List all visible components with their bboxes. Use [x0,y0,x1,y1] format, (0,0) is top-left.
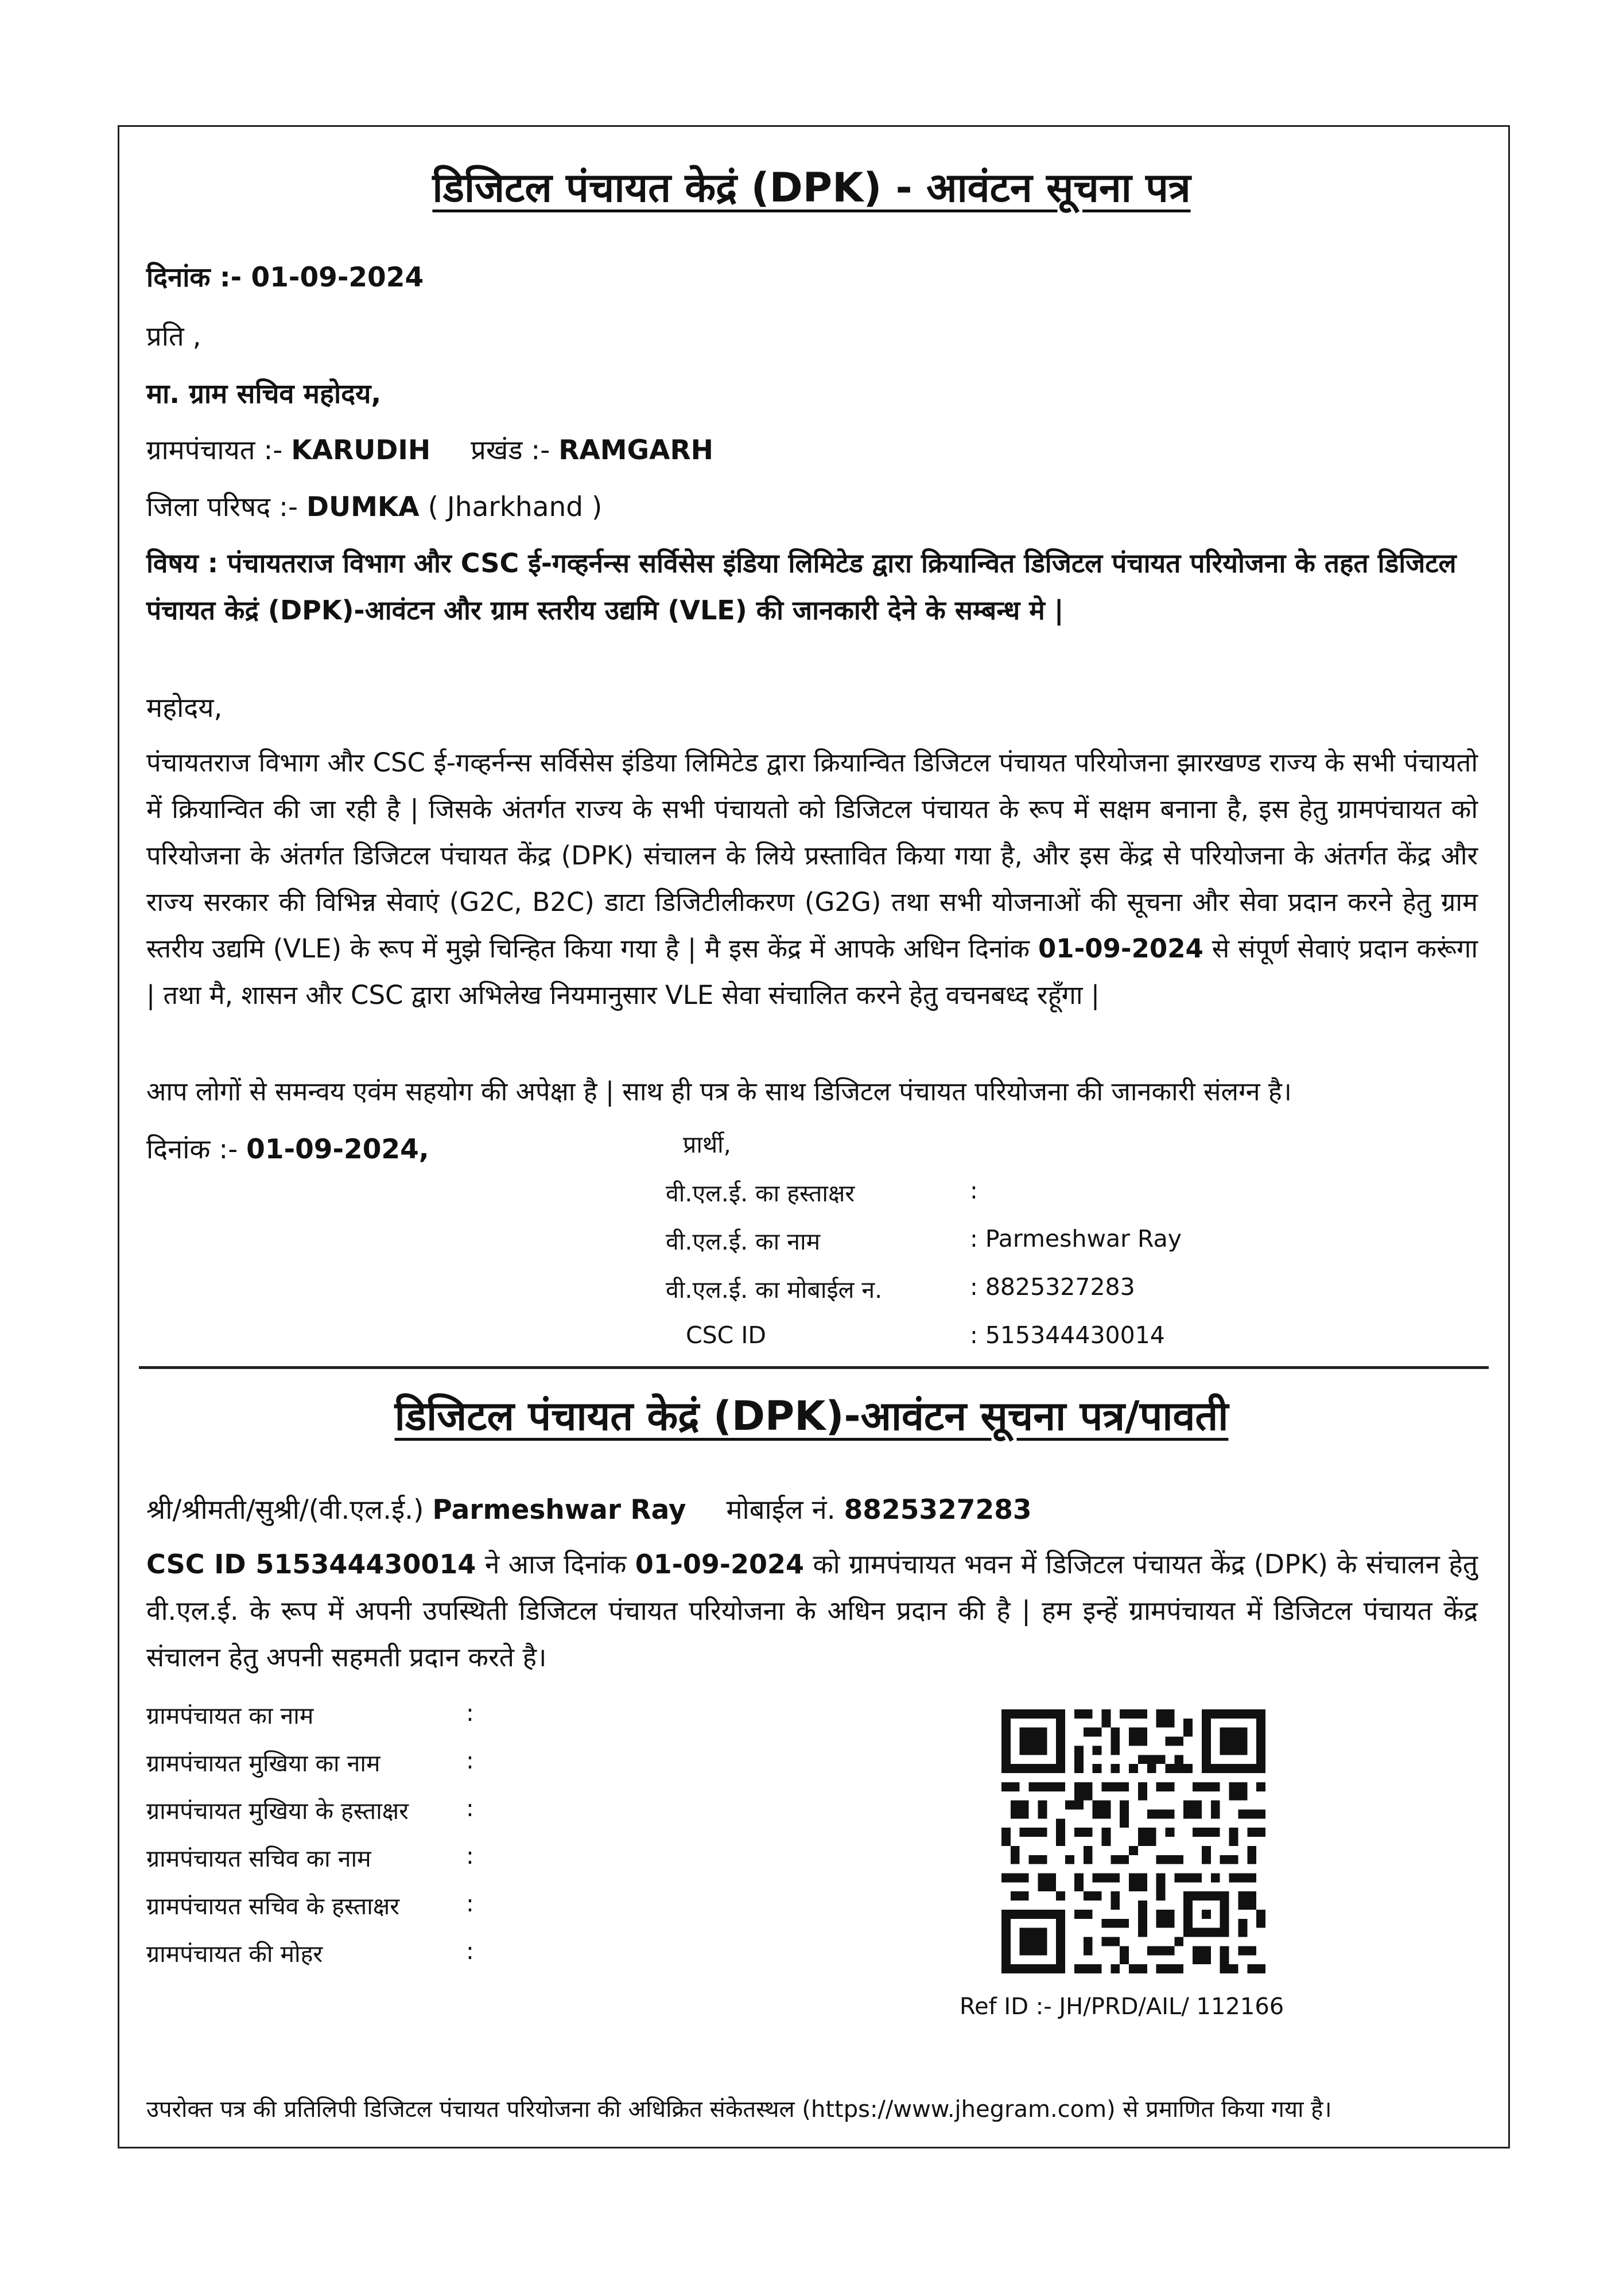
field-colon: : [466,1890,474,1917]
notice-title: डिजिटल पंचायत केद्रं (DPK) - आवंटन सूचना पत्र [432,164,1191,211]
subject: विषय : पंचायतराज विभाग और CSC ई-गव्हर्नन्स सर्विसेस इंडिया लिमिटेड द्वारा क्रियान्वित डिजिटल पंचायत परियोजना के तहत डिजिटल पंचायत केद्रं (DPK)-आवंटन और ग्राम स्तरीय उद्यमि (VLE) की जानकारी देने के सम्बन्ध मे | [146,548,1457,626]
applicant-label: प्रार्थी, [683,1131,731,1158]
notice-closing: आप लोगों से समन्वय एवंम सहयोग की अपेक्षा है | साथ ही पत्र के साथ डिजिटल पंचायत परियोजना की जानकारी संलग्न है। [146,1076,1292,1107]
field-colon: : [466,1794,474,1822]
receipt-title: डिजिटल पंचायत केद्रं (DPK)-आवंटन सूचना पत्र/पावती [394,1393,1229,1440]
reference-id: Ref ID :- JH/PRD/AIL/ 112166 [960,1994,1284,2020]
recipient-prefix: प्रति , [146,321,201,352]
field-mukhiya-signature-label: ग्रामपंचायत मुखिया के हस्ताक्षर [146,1797,409,1825]
field-colon: : [466,1747,474,1774]
field-gp-seal-label: ग्रामपंचायत की मोहर [146,1940,323,1968]
csc-id-value: : 515344430014 [970,1321,1165,1349]
notice-date: दिनांक :- 01-09-2024 [146,262,424,293]
field-colon: : [466,1937,474,1965]
footer-note: उपरोक्त पत्र की प्रतिलिपी डिजिटल पंचायत परियोजना की अधिक्रित संकेतस्थल (https://www.jhegram.com) से प्रमाणित किया गया है। [146,2096,1332,2123]
notice-body: पंचायतराज विभाग और CSC ई-गव्हर्नन्स सर्विसेस इंडिया लिमिटेड द्वारा क्रियान्वित डिजिटल पंचायत परियोजना झारखण्ड राज्य के सभी पंचायतो में क्रियान्वित की जा रही है | जिसके अंतर्गत राज्य के सभी पंचायतो को डिजिटल पंचायत के रूप में सक्षम बनाना है, इस हेतु ग्रामपंचायत को परियोजना के अंतर्गत डिजिटल पंचायत केंद्र (DPK) संचालन के लिये प्रस्तावित किया गया है, और इस केंद्र से परियोजना के अंतर्गत केंद्र और राज्य सरकार की विभिन्न सेवाएं (G2C, B2C) डाटा डिजिटीलीकरण (G2G) तथा सभी योजनाओं की सूचना और सेवा प्रदान करने हेतु ग्राम स्तरीय उद्यमि (VLE) के रूप में मुझे चिन्हित किया गया है | मै इस केंद्र में आपके अधिन दिनांक 01-09-2024 से संपूर्ण सेवाएं प्रदान करूंगा | तथा मै, शासन और CSC द्वारा अभिलेख नियमानुसार VLE सेवा संचालित करने हेतु वचनबध्द रहूँगा | [146,747,1478,1010]
field-colon: : [466,1699,474,1727]
gram-panchayat-line: ग्रामपंचायत :- KARUDIH प्रखंड :- RAMGARH [146,435,714,466]
addressee: मा. ग्राम सचिव महोदय, [146,378,382,410]
field-mukhiya-name-label: ग्रामपंचायत मुखिया का नाम [146,1750,380,1777]
field-secretary-signature-label: ग्रामपंचायत सचिव के हस्ताक्षर [146,1892,399,1920]
field-secretary-name-label: ग्रामपंचायत सचिव का नाम [146,1845,371,1872]
receipt-body: CSC ID 515344430014 ने आज दिनांक 01-09-2024 को ग्रामपंचायत भवन में डिजिटल पंचायत केंद्र (DPK) के संचालन हेतु वी.एल.ई. के रूप में अपनी उपस्थिती डिजिटल पंचायत परियोजना के अधिन प्रदान की है | हम इन्हें ग्रामपंचायत में डिजिटल पंचायत केंद्र संचालन हेतु अपनी सहमती प्रदान करते है। [146,1549,1478,1673]
vle-signature-label: वी.एल.ई. का हस्ताक्षर [666,1180,855,1207]
vle-mobile-value: : 8825327283 [970,1273,1135,1301]
footer-date: दिनांक :- 01-09-2024, [146,1134,429,1165]
receipt-person-line: श्री/श्रीमती/सुश्री/(वी.एल.ई.) Parmeshwar Ray मोबाईल नं. 8825327283 [146,1494,1032,1526]
district-line: जिला परिषद :- DUMKA ( Jharkhand ) [146,491,603,523]
vle-name-value: : Parmeshwar Ray [970,1225,1182,1252]
section-divider [139,1366,1489,1369]
qr-code-icon [1001,1709,1265,1973]
csc-id-label: CSC ID [686,1321,766,1349]
vle-mobile-label: वी.एल.ई. का मोबाईल न. [666,1276,883,1304]
field-gp-name-label: ग्रामपंचायत का नाम [146,1702,314,1729]
salutation: महोदय, [146,692,223,724]
vle-name-label: वी.एल.ई. का नाम [666,1228,821,1255]
vle-signature-value: : [970,1177,978,1204]
field-colon: : [466,1842,474,1870]
